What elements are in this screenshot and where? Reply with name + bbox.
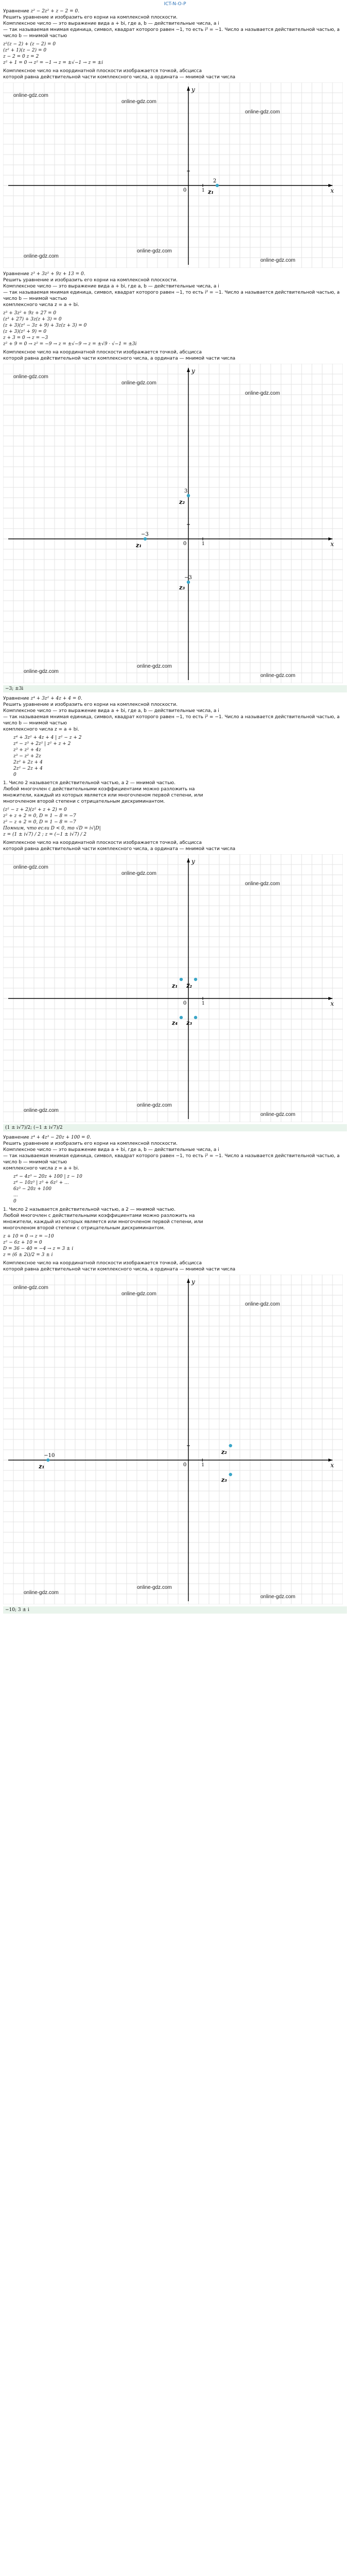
watermark-text: online-gdz.com	[137, 1103, 172, 1108]
y-axis-label: y	[191, 858, 195, 865]
solution-step: z² + 9 = 0 → z² = −9 → z = ±√−9 → z = ±√9 · √−1 = ±3i	[3, 342, 137, 347]
root-label: z₁	[208, 189, 214, 195]
root-label: z₁	[172, 982, 178, 990]
division-line: 6z³ − 20z + 100	[13, 1187, 51, 1192]
plane-description: которой равна действительной части комплексного числа, а ордината — мнимой части числа	[3, 356, 236, 361]
root-label: z₂	[179, 499, 185, 505]
x-axis-label: x	[330, 1462, 334, 1469]
root-point	[180, 1016, 183, 1019]
solution-step: (z + 3)(z² + 9) = 0	[3, 329, 47, 334]
definition-text: Комплексное число — это выражение вида a + bi, где a, b — действительные числа, а i	[3, 708, 219, 714]
note-text: Любой многочлен с действительными коэффициентами можно разложить на	[3, 1213, 195, 1218]
unit-label: 1	[202, 1001, 205, 1006]
intro-text: Решить уравнение и изобразить его корни на комплексной плоскости.	[3, 702, 178, 707]
unit-label: 1	[202, 541, 205, 547]
division-line: z⁴ − z³ + 2z² | z² + z + 2	[13, 741, 71, 747]
root-point	[46, 1459, 49, 1462]
complex-plane	[3, 854, 347, 1122]
watermark-text: online-gdz.com	[137, 248, 172, 254]
solution-step: z² − z + 2 = 0, D = 1 − 8 = −7	[3, 820, 76, 825]
note-text: Любой многочлен с действительными коэффициентами можно разложить на	[3, 787, 195, 792]
complex-plane	[3, 1275, 347, 1604]
definition-text: Комплексное число — это выражение вида a + bi, где a, b — действительные числа, а i	[3, 284, 219, 289]
problem-section	[3, 696, 347, 1131]
watermark-text: online-gdz.com	[24, 1108, 59, 1113]
y-axis-label: y	[191, 86, 195, 93]
origin-label: 0	[183, 541, 187, 547]
equation: z³ + 3z² + 9z + 13 = 0.	[30, 272, 85, 277]
complex-plane-svg	[3, 854, 343, 1122]
division-line: 2z² − 2z + 4	[13, 766, 43, 771]
complex-plane-svg	[3, 364, 343, 683]
watermark-text: online-gdz.com	[13, 374, 48, 380]
watermark-text: online-gdz.com	[13, 865, 48, 870]
watermark-text: online-gdz.com	[13, 1285, 48, 1291]
watermark-text: online-gdz.com	[24, 1590, 59, 1596]
definition-text: — так называемая мнимая единица, символ, квадрат которого равен −1, то есть i² = −1. Число a называется действительной частью, а число b — мнимой частью	[3, 27, 340, 39]
equation-line	[3, 271, 347, 277]
x-axis-label: x	[330, 540, 334, 548]
note-text: многочленом второй степени с отрицательным дискриминантом.	[3, 799, 165, 804]
intro-text: Решить уравнение и изобразить его корни на комплексной плоскости.	[3, 15, 178, 20]
problem-section	[3, 271, 347, 692]
watermark-text: online-gdz.com	[260, 673, 295, 679]
problems-container	[3, 8, 347, 1614]
note-text: многочленом второй степени с отрицательным дискриминантом.	[3, 1226, 165, 1231]
origin-label: 0	[183, 1001, 187, 1006]
y-axis-label: y	[191, 367, 195, 375]
y-axis-arrow	[187, 368, 190, 372]
equation-label: Уравнение	[3, 1135, 29, 1140]
watermark-text: online-gdz.com	[260, 1112, 295, 1117]
equation-label: Уравнение	[3, 696, 29, 701]
solution-step: (z³ + 27) + 3z(z + 3) = 0	[3, 317, 62, 322]
y-axis-arrow	[187, 1279, 190, 1283]
answer: −3; ±3i	[3, 685, 347, 692]
solution-step: z + 3 = 0 → z = −3	[3, 335, 48, 341]
plane-description: Комплексное число на координатной плоскости изображается точкой, абсцисса	[3, 840, 202, 845]
root-tick-label: −3	[184, 575, 192, 581]
equation-line	[3, 1134, 347, 1141]
watermark-text: online-gdz.com	[245, 881, 280, 887]
division-line: z³ − z² + 2z	[13, 754, 41, 759]
root-point	[229, 1473, 232, 1476]
division-line: 0	[13, 1199, 16, 1204]
equation: z⁴ + 4z³ − 20z + 100 = 0.	[30, 1135, 92, 1140]
plane-description: которой равна действительной части комплексного числа, а ордината — мнимой части числа	[3, 1267, 236, 1272]
plane-description: Комплексное число на координатной плоскости изображается точкой, абсцисса	[3, 350, 202, 355]
solution-step: z + 10 = 0 → z = −10	[3, 1234, 54, 1239]
watermark-text: online-gdz.com	[121, 99, 156, 105]
problem-section	[3, 1134, 347, 1614]
definition-text: комплексного числа z = a + bi.	[3, 727, 79, 732]
watermark-text: online-gdz.com	[121, 1291, 156, 1297]
watermark-text: online-gdz.com	[245, 1301, 280, 1307]
note-text: 1. Число 2 называется действительной частью, а 2 — мнимой частью.	[3, 781, 176, 786]
root-point	[194, 978, 197, 981]
polynomial-division	[13, 735, 347, 778]
solution-step: z² + z + 2 = 0, D = 1 − 8 = −7	[3, 814, 76, 819]
equation: z² − 2z² + z − 2 = 0.	[30, 9, 80, 14]
solution-step: z − 2 = 0 z = 2	[3, 54, 39, 59]
root-label: z₃	[186, 1019, 192, 1026]
division-line: z⁴ + 3z² + 4z + 4 | z² − z + 2	[13, 735, 82, 740]
equation-label: Уравнение	[3, 9, 29, 14]
solution-step: z = (6 ± 2i)/2 = 3 ± i	[3, 1252, 53, 1258]
solution-steps	[3, 807, 347, 838]
root-label: z₂	[221, 1449, 227, 1455]
equation-line	[3, 696, 347, 702]
note-text: множители, каждый из которых является или многочленом первой степени, или	[3, 1219, 203, 1225]
x-axis-label: x	[330, 1000, 334, 1007]
root-tick-label: −10	[44, 1453, 55, 1459]
watermark-text: online-gdz.com	[245, 109, 280, 115]
root-point	[144, 537, 147, 540]
watermark-text: online-gdz.com	[260, 1594, 295, 1600]
definition-text: Комплексное число — это выражение вида a + bi, где a, b — действительные числа, а i	[3, 21, 219, 26]
unit-label: 1	[201, 1463, 205, 1468]
solution-step: D = 36 − 40 = −4 → z = 3 ± i	[3, 1246, 74, 1251]
solution-step: (z + 3)(z² − 3z + 9) + 3z(z + 3) = 0	[3, 323, 87, 328]
unit-label: 1	[202, 188, 205, 193]
solution-steps	[3, 41, 347, 66]
definition-text: — так называемая мнимая единица, символ, квадрат которого равен −1, то есть i² = −1. Число a называется действительной частью, а число b — мнимой частью	[3, 1154, 340, 1165]
watermark-text: online-gdz.com	[121, 380, 156, 386]
complex-plane	[3, 82, 347, 268]
definition-text: комплексного числа z = a + bi.	[3, 1166, 79, 1171]
solution-step: z²(z − 2) + (z − 2) = 0	[3, 42, 56, 47]
root-label: z₁	[39, 1463, 45, 1470]
root-point	[187, 581, 190, 584]
watermark-text: online-gdz.com	[137, 664, 172, 669]
plane-description: которой равна действительной части комплексного числа, а ордината — мнимой части числа	[3, 75, 236, 80]
watermark-text: online-gdz.com	[24, 253, 59, 259]
root-label: z₂	[186, 982, 192, 990]
solution-steps	[3, 310, 347, 347]
root-tick-label: 3	[184, 488, 188, 494]
root-label: z₃	[179, 584, 185, 591]
note-text: множители, каждый из которых является или многочленом первой степени, или	[3, 793, 203, 798]
root-label: z₄	[172, 1019, 178, 1026]
root-label: z₁	[136, 542, 142, 549]
equation-label: Уравнение	[3, 272, 29, 277]
plane-description: Комплексное число на координатной плоскости изображается точкой, абсцисса	[3, 69, 202, 74]
division-line: z⁴ − 4z³ − 20z + 100 | z − 10	[13, 1174, 82, 1179]
division-line: ...	[13, 1193, 18, 1198]
equation: z⁴ + 3z² + 4z + 4 = 0.	[30, 696, 82, 701]
definition-text: — так называемая мнимая единица, символ, квадрат которого равен −1, то есть i² = −1. Число a называется действительной частью, а число b — мнимой частью	[3, 715, 340, 726]
intro-text: Решить уравнение и изобразить его корни на комплексной плоскости.	[3, 278, 178, 283]
watermark-text: online-gdz.com	[13, 93, 48, 98]
complex-plane-svg	[3, 82, 343, 268]
watermark-text: online-gdz.com	[137, 1585, 172, 1590]
watermark-text: online-gdz.com	[121, 871, 156, 876]
division-line: 2z² + 2z + 4	[13, 760, 43, 765]
complex-plane-svg	[3, 1275, 343, 1604]
x-axis-label: x	[330, 187, 334, 194]
root-label: z₃	[221, 1477, 227, 1483]
intro-text: Решить уравнение и изобразить его корни на комплексной плоскости.	[3, 1141, 178, 1146]
note-text: 1. Число 2 называется действительной частью, а 2 — мнимой частью.	[3, 1207, 176, 1212]
solution-steps	[3, 1233, 347, 1258]
solution-step: z = (1 ± i√7) / 2 ; z = (−1 ± i√7) / 2	[3, 832, 86, 837]
solution-step: z² − 6z + 10 = 0	[3, 1240, 42, 1245]
solution-step: z² + 1 = 0 → z² = −1 → z = ±√−1 → z = ±i	[3, 60, 103, 65]
origin-label: 0	[183, 188, 187, 193]
root-point	[194, 1016, 197, 1019]
definition-text: — так называемая мнимая единица, символ, квадрат которого равен −1, то есть i² = −1. Число a называется действительной частью, а число b — мнимой частью	[3, 290, 340, 301]
root-tick-label: 2	[213, 178, 217, 184]
solution-step: (z² − z + 2)(z² + z + 2) = 0	[3, 807, 67, 812]
y-axis-label: y	[191, 1278, 195, 1285]
division-line: z³ + z² + 4z	[13, 748, 41, 753]
complex-plane	[3, 364, 347, 683]
definition-text: комплексного числа z = a + bi.	[3, 302, 79, 308]
plane-description: которой равна действительной части комплексного числа, а ордината — мнимой части числа	[3, 846, 236, 852]
watermark-text: online-gdz.com	[24, 669, 59, 674]
answer: (1 ± i√7)/2; (−1 ± i√7)/2	[3, 1124, 347, 1131]
division-line: 0	[13, 772, 16, 777]
solution-step: z³ + 3z² + 9z + 27 = 0	[3, 311, 57, 316]
y-axis-arrow	[187, 858, 190, 862]
answer: −10; 3 ± i	[3, 1606, 347, 1614]
root-tick-label: −3	[141, 532, 149, 537]
division-line: z⁴ − 10z³ | z³ + 6z² + ...	[13, 1180, 69, 1185]
equation-line	[3, 8, 347, 14]
root-point	[229, 1444, 232, 1447]
header-link[interactable]: ICT-N-O-P	[164, 2, 186, 7]
root-point	[180, 978, 183, 981]
watermark-text: online-gdz.com	[245, 391, 280, 396]
problem-section	[3, 8, 347, 268]
y-axis-arrow	[187, 87, 190, 91]
solution-step: Помним, что если D < 0, то √D = i√|D|	[3, 826, 101, 831]
root-point	[216, 184, 219, 187]
origin-label: 0	[183, 1462, 187, 1468]
watermark-text: online-gdz.com	[260, 258, 295, 263]
plane-description: Комплексное число на координатной плоскости изображается точкой, абсцисса	[3, 1261, 202, 1266]
definition-text: Комплексное число — это выражение вида a + bi, где a, b — действительные числа, а i	[3, 1147, 219, 1153]
polynomial-division	[13, 1174, 347, 1205]
root-point	[187, 494, 190, 497]
solution-step: (z² + 1)(z − 2) = 0	[3, 48, 47, 53]
